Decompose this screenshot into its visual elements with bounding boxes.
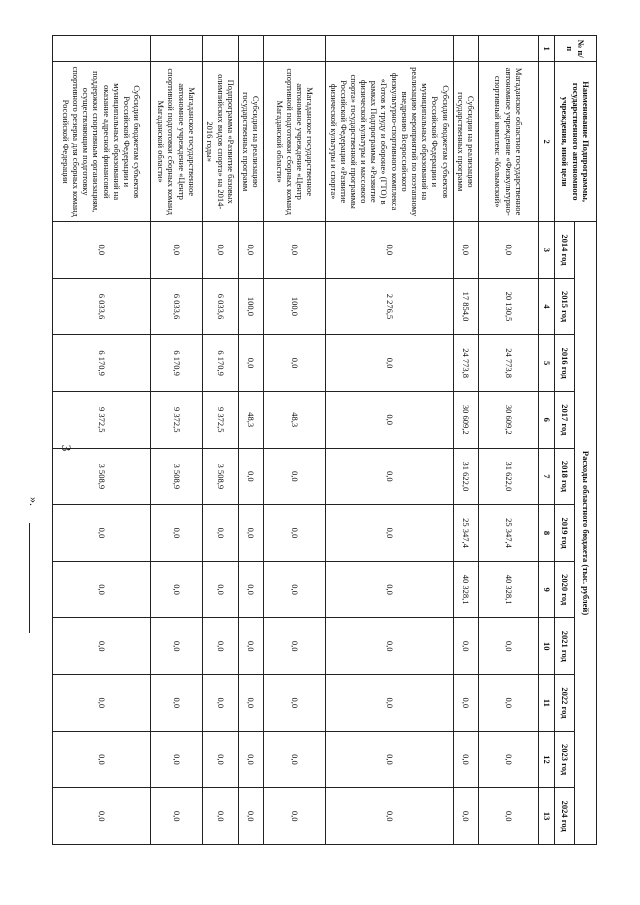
header-index-cell: 2 xyxy=(539,62,555,222)
header-year: 2019 год xyxy=(555,505,575,562)
end-mark: ». xyxy=(27,497,41,506)
header-index-cell: 8 xyxy=(539,505,555,562)
row-value: 0,0 xyxy=(239,561,264,618)
row-number xyxy=(326,36,453,62)
row-value: 0,0 xyxy=(53,505,151,562)
row-number xyxy=(239,36,264,62)
row-value: 0,0 xyxy=(53,561,151,618)
row-value: 0,0 xyxy=(326,391,453,448)
row-value: 20 130,5 xyxy=(479,278,539,335)
row-name: Магаданское государственное автономное учреждение «Центр спортивной подготовки сборных команд Магаданской области» xyxy=(151,62,203,222)
header-year: 2018 год xyxy=(555,448,575,505)
row-value: 0,0 xyxy=(151,731,203,788)
row-name: Субсидии на реализацию государственных программ xyxy=(239,62,264,222)
row-value: 0,0 xyxy=(264,618,326,675)
row-value: 40 328,1 xyxy=(453,561,478,618)
row-value: 0,0 xyxy=(264,448,326,505)
row-value: 17 854,0 xyxy=(453,278,478,335)
header-year: 2024 год xyxy=(555,788,575,845)
row-value: 0,0 xyxy=(53,731,151,788)
table-row xyxy=(326,36,453,845)
row-value: 0,0 xyxy=(239,788,264,845)
row-value: 0,0 xyxy=(239,618,264,675)
row-name: Субсидии на реализацию государственных программ xyxy=(453,62,478,222)
header-year: 2016 год xyxy=(555,335,575,392)
end-underline xyxy=(29,523,30,633)
row-value: 40 328,1 xyxy=(479,561,539,618)
row-name: Субсидии бюджетам субъектов Российской Федерации и муниципальных образований на оказание адресной финансовой поддержки спортивным организациям, осуществляющим подготовку спортивного резерва для сборных команд Российской Федерации xyxy=(53,62,151,222)
row-value: 3 508,9 xyxy=(53,448,151,505)
header-year: 2023 год xyxy=(555,731,575,788)
row-number xyxy=(479,36,539,62)
row-name: Подпрограмма «Развитие базовых олимпийских видов спорта» на 2014-2016 годы» xyxy=(203,62,239,222)
row-value: 6 033,6 xyxy=(203,278,239,335)
row-value: 0,0 xyxy=(479,788,539,845)
header-year: 2017 год xyxy=(555,391,575,448)
row-value: 0,0 xyxy=(203,222,239,279)
row-value: 0,0 xyxy=(53,675,151,732)
row-value: 0,0 xyxy=(326,618,453,675)
row-value: 0,0 xyxy=(239,675,264,732)
table-row xyxy=(264,36,326,845)
table-row xyxy=(453,36,478,845)
row-value: 48,3 xyxy=(239,391,264,448)
row-value: 0,0 xyxy=(264,561,326,618)
header-index-cell: 3 xyxy=(539,222,555,279)
header-index-cell: 12 xyxy=(539,731,555,788)
row-number xyxy=(453,36,478,62)
row-name: Магаданское государственное автономное учреждение «Центр спортивной подготовки сборных команд Магаданской области» xyxy=(264,62,326,222)
row-value: 0,0 xyxy=(326,561,453,618)
row-value: 31 622,0 xyxy=(479,448,539,505)
header-index-cell: 10 xyxy=(539,618,555,675)
row-value: 0,0 xyxy=(326,788,453,845)
row-value: 0,0 xyxy=(264,731,326,788)
header-index-cell: 9 xyxy=(539,561,555,618)
row-value: 0,0 xyxy=(453,222,478,279)
row-value: 0,0 xyxy=(264,788,326,845)
table-row xyxy=(239,36,264,845)
header-index-cell: 6 xyxy=(539,391,555,448)
row-value: 0,0 xyxy=(264,505,326,562)
row-value: 0,0 xyxy=(479,222,539,279)
table-row xyxy=(53,36,151,845)
header-year: 2022 год xyxy=(555,675,575,732)
row-value: 3 508,9 xyxy=(203,448,239,505)
row-value: 0,0 xyxy=(239,448,264,505)
row-value: 0,0 xyxy=(203,731,239,788)
page-number: 3 xyxy=(59,444,74,452)
header-index-cell: 5 xyxy=(539,335,555,392)
row-number xyxy=(203,36,239,62)
table-row xyxy=(203,36,239,845)
row-value: 24 773,8 xyxy=(453,335,478,392)
row-value: 0,0 xyxy=(326,505,453,562)
row-value: 0,0 xyxy=(479,618,539,675)
header-index-cell: 11 xyxy=(539,675,555,732)
row-number xyxy=(53,36,151,62)
row-name: Магаданское областное государственное автономное учреждение «Физкультурно-спортивный комплекс «Колымский» xyxy=(479,62,539,222)
row-number xyxy=(151,36,203,62)
row-value: 9 372,5 xyxy=(53,391,151,448)
row-value: 0,0 xyxy=(453,618,478,675)
row-value: 0,0 xyxy=(326,675,453,732)
row-number xyxy=(264,36,326,62)
row-value: 0,0 xyxy=(151,561,203,618)
header-index-cell: 1 xyxy=(539,36,555,62)
row-value: 0,0 xyxy=(151,505,203,562)
row-value: 0,0 xyxy=(53,222,151,279)
row-value: 25 347,4 xyxy=(453,505,478,562)
budget-table xyxy=(52,35,597,845)
row-value: 31 622,0 xyxy=(453,448,478,505)
row-value: 100,0 xyxy=(239,278,264,335)
table-row xyxy=(479,36,539,845)
row-value: 0,0 xyxy=(151,222,203,279)
row-value: 0,0 xyxy=(53,618,151,675)
row-value: 24 773,8 xyxy=(479,335,539,392)
row-value: 6 033,6 xyxy=(53,278,151,335)
table-row xyxy=(151,36,203,845)
header-index-cell: 13 xyxy=(539,788,555,845)
header-year: 2014 год xyxy=(555,222,575,279)
header-group-title: Расходы областного бюджета (тыс. рублей) xyxy=(575,222,597,845)
row-value: 25 347,4 xyxy=(479,505,539,562)
row-value: 0,0 xyxy=(239,222,264,279)
header-index-cell: 7 xyxy=(539,448,555,505)
row-value: 0,0 xyxy=(326,222,453,279)
header-year: 2020 год xyxy=(555,561,575,618)
row-value: 0,0 xyxy=(203,561,239,618)
row-value: 0,0 xyxy=(264,335,326,392)
row-value: 6 033,6 xyxy=(151,278,203,335)
row-value: 0,0 xyxy=(151,788,203,845)
row-value: 0,0 xyxy=(203,618,239,675)
row-value: 0,0 xyxy=(326,731,453,788)
row-value: 6 170,9 xyxy=(53,335,151,392)
row-value: 0,0 xyxy=(264,222,326,279)
row-name: Субсидии бюджетам субъектов Российской Федерации и муниципальных образований на реализацию мероприятий по поэтапному внедрению Всероссийского физкультурно-спортивного комплекса «Готов к труду и обороне» (ГТО) в рамках Подпрограммы «Развитие физической культуры и массового спорта» государственной программы Российской Федерации «Развитие физической культуры и спорта» xyxy=(326,62,453,222)
header-year: 2021 год xyxy=(555,618,575,675)
row-value: 0,0 xyxy=(53,788,151,845)
header-year: 2015 год xyxy=(555,278,575,335)
rotated-table-container xyxy=(27,35,597,845)
row-value: 6 170,9 xyxy=(151,335,203,392)
row-value: 0,0 xyxy=(264,675,326,732)
row-value: 0,0 xyxy=(326,335,453,392)
row-value: 30 609,2 xyxy=(479,391,539,448)
row-value: 9 372,5 xyxy=(151,391,203,448)
row-value: 3 508,9 xyxy=(151,448,203,505)
row-value: 48,3 xyxy=(264,391,326,448)
header-col-no: № п/п xyxy=(555,36,597,62)
row-value: 100,0 xyxy=(264,278,326,335)
row-value: 0,0 xyxy=(239,731,264,788)
header-index-cell: 4 xyxy=(539,278,555,335)
row-value: 0,0 xyxy=(203,788,239,845)
header-col-name: Наименование Подпрограммы, государственного автономного учреждения, иной цели xyxy=(555,62,597,222)
row-value: 0,0 xyxy=(479,675,539,732)
row-value: 0,0 xyxy=(203,675,239,732)
row-value: 0,0 xyxy=(453,788,478,845)
row-value: 0,0 xyxy=(239,335,264,392)
row-value: 0,0 xyxy=(453,731,478,788)
row-value: 0,0 xyxy=(151,675,203,732)
row-value: 2 276,5 xyxy=(326,278,453,335)
row-value: 0,0 xyxy=(239,505,264,562)
row-value: 30 609,2 xyxy=(453,391,478,448)
row-value: 9 372,5 xyxy=(203,391,239,448)
row-value: 0,0 xyxy=(453,675,478,732)
row-value: 0,0 xyxy=(479,731,539,788)
row-value: 6 170,9 xyxy=(203,335,239,392)
row-value: 0,0 xyxy=(326,448,453,505)
row-value: 0,0 xyxy=(151,618,203,675)
row-value: 0,0 xyxy=(203,505,239,562)
